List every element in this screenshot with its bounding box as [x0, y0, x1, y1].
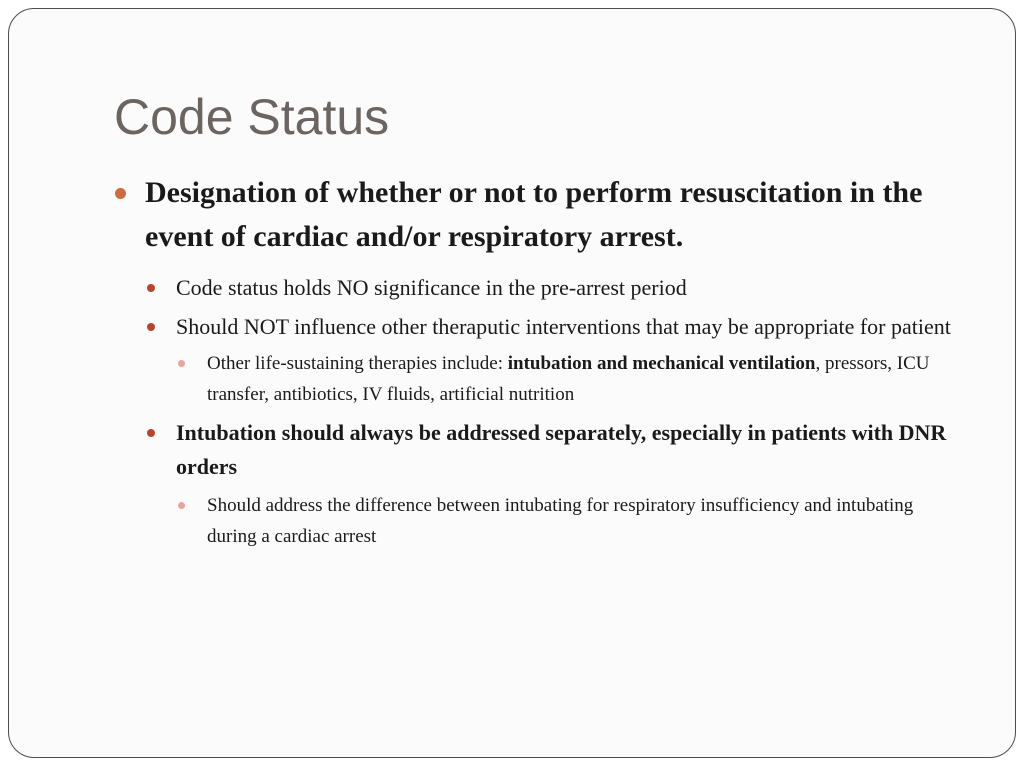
- bullet-main-text: Designation of whether or not to perform resuscitation in the event of cardiac and/or respiratory arrest.: [145, 176, 923, 253]
- bullet-detail-intubation-text: Should address the difference between intubating for respiratory insufficiency and intubating during a cardiac arrest: [207, 495, 914, 547]
- bullet-list: [115, 171, 965, 552]
- bullet-detail-therapies: [178, 348, 965, 410]
- slide-frame: [8, 8, 1016, 758]
- bullet-dot-icon: [178, 360, 185, 367]
- bullet-sub-interventions: [147, 310, 965, 344]
- bullet-sub-pre-arrest-text: Code status holds NO significance in the pre-arrest period: [176, 275, 687, 300]
- bullet-sub-intubation-text: Intubation should always be addressed separately, especially in patients with DNR orders: [176, 420, 947, 479]
- slide-title: Code Status: [114, 89, 390, 145]
- bullet-dot-icon: [147, 429, 155, 437]
- bullet-dot-icon: [147, 284, 155, 292]
- bullet-dot-icon: [115, 188, 126, 199]
- bullet-detail-therapies-bold: intubation and mechanical ventilation: [507, 353, 816, 374]
- bullet-detail-therapies-prefix: Other life-sustaining therapies include:: [207, 353, 508, 374]
- bullet-sub-pre-arrest: [147, 271, 965, 305]
- bullet-sub-intubation: [147, 416, 965, 484]
- bullet-detail-intubation: [178, 490, 965, 552]
- bullet-main: [115, 171, 965, 259]
- bullet-dot-icon: [178, 502, 185, 509]
- bullet-detail-therapies-suffix: , pressors, ICU transfer, antibiotics, IV fluids, artificial nutrition: [207, 353, 930, 405]
- bullet-sub-interventions-text: Should NOT influence other theraputic interventions that may be appropriate for patient: [176, 314, 951, 339]
- bullet-dot-icon: [147, 323, 155, 331]
